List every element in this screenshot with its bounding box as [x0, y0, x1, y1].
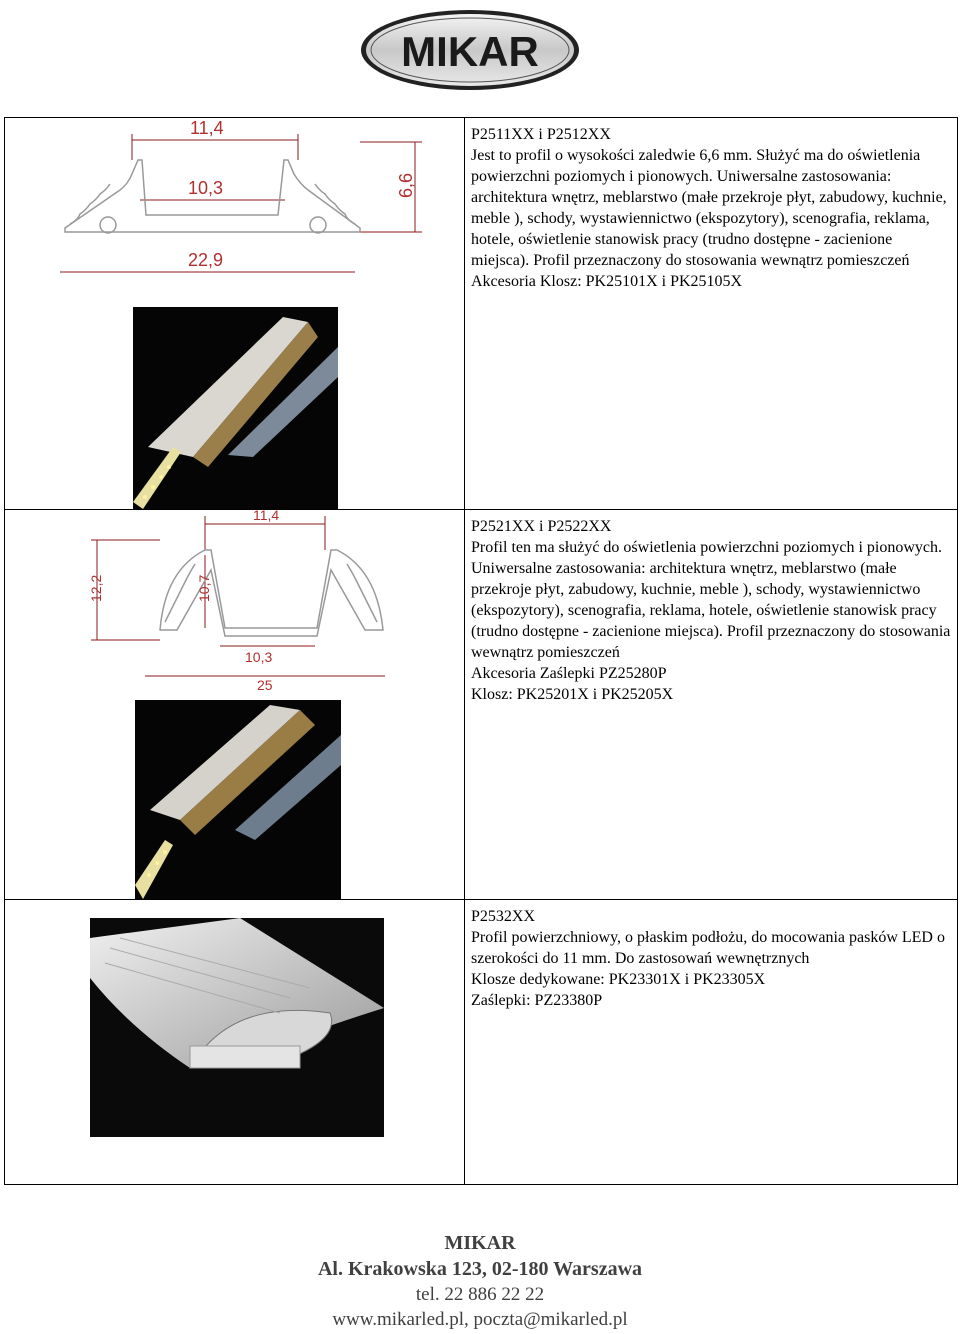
- svg-text:22,9: 22,9: [188, 250, 224, 270]
- product-table: [4, 117, 958, 1185]
- svg-text:MIKAR: MIKAR: [401, 28, 539, 75]
- product-3-accessories-2: Zaślepki: PZ23380P: [471, 992, 603, 1009]
- product-2-description: Profil ten ma służyć do oświetlenia powierzchni poziomych i pionowych. Uniwersalne zastosowania: architektura wnętrz, meblarstwo (małe przekroje płyt, zabudowy, kuchnie, meble ), schody, wystawiennictwo (ekspozytory), scenografia, reklama, hotele, oświetlenie stanowisk pracy (trudno dostępne - zacienione miejsca). Profil przeznaczony do stosowania wewnątrz pomieszczeń: [471, 539, 951, 661]
- svg-text:10,3: 10,3: [245, 649, 273, 665]
- product-3-images: [5, 900, 465, 1185]
- profile-1-drawing: [60, 120, 430, 290]
- product-1-accessories: Akcesoria Klosz: PK25101X i PK25105X: [471, 273, 743, 290]
- product-2-accessories-2: Klosz: PK25201X i PK25205X: [471, 686, 674, 703]
- product-3-description: Profil powierzchniowy, o płaskim podłożu, do mocowania pasków LED o szerokości do 11 mm. Do zastosowań wewnętrznych: [471, 929, 945, 967]
- product-2-text: [465, 510, 958, 900]
- svg-text:25: 25: [257, 677, 273, 693]
- profile-3-photo: [90, 918, 384, 1137]
- product-1-images: [5, 118, 465, 510]
- svg-text:6,6: 6,6: [396, 172, 416, 198]
- profile-2-drawing: [85, 510, 395, 695]
- svg-text:11,4: 11,4: [253, 510, 280, 523]
- svg-text:11,4: 11,4: [190, 120, 224, 138]
- footer-web: www.mikarled.pl, poczta@mikarled.pl: [332, 1309, 628, 1330]
- footer-address: Al. Krakowska 123, 02-180 Warszawa: [317, 1258, 643, 1280]
- product-3-code: P2532XX: [471, 908, 536, 925]
- mikar-logo: [359, 8, 581, 92]
- product-2-code: P2521XX i P2522XX: [471, 518, 612, 535]
- profile-1-photo: [133, 307, 338, 509]
- product-2-accessories: Akcesoria Zaślepki PZ25280P: [471, 665, 667, 682]
- product-3-accessories: Klosze dedykowane: PK23301X i PK23305X: [471, 971, 766, 988]
- product-1-description: Jest to profil o wysokości zaledwie 6,6 mm. Służyć ma do oświetlenia powierzchni poziomych i pionowych. Uniwersalne zastosowania: architektura wnętrz, meblarstwo (małe przekroje płyt, zabudowy, kuchnie, meble ), schody, wystawiennictwo (ekspozytory), scenografia, reklama, hotele, oświetlenie stanowisk pracy (trudno dostępne - zacienione miejsca). Profil przeznaczony do stosowania wewnątrz pomieszczeń: [471, 147, 947, 269]
- product-2-images: [5, 510, 465, 900]
- svg-text:10,7: 10,7: [196, 574, 212, 602]
- svg-text:12,2: 12,2: [88, 574, 104, 602]
- profile-2-photo: [135, 700, 341, 899]
- footer-company: MIKAR: [444, 1232, 516, 1254]
- svg-text:10,3: 10,3: [188, 178, 224, 198]
- footer-phone: tel. 22 886 22 22: [415, 1284, 545, 1305]
- product-3-text: [465, 900, 958, 1185]
- product-1-code: P2511XX i P2512XX: [471, 126, 611, 143]
- product-1-text: [465, 118, 958, 510]
